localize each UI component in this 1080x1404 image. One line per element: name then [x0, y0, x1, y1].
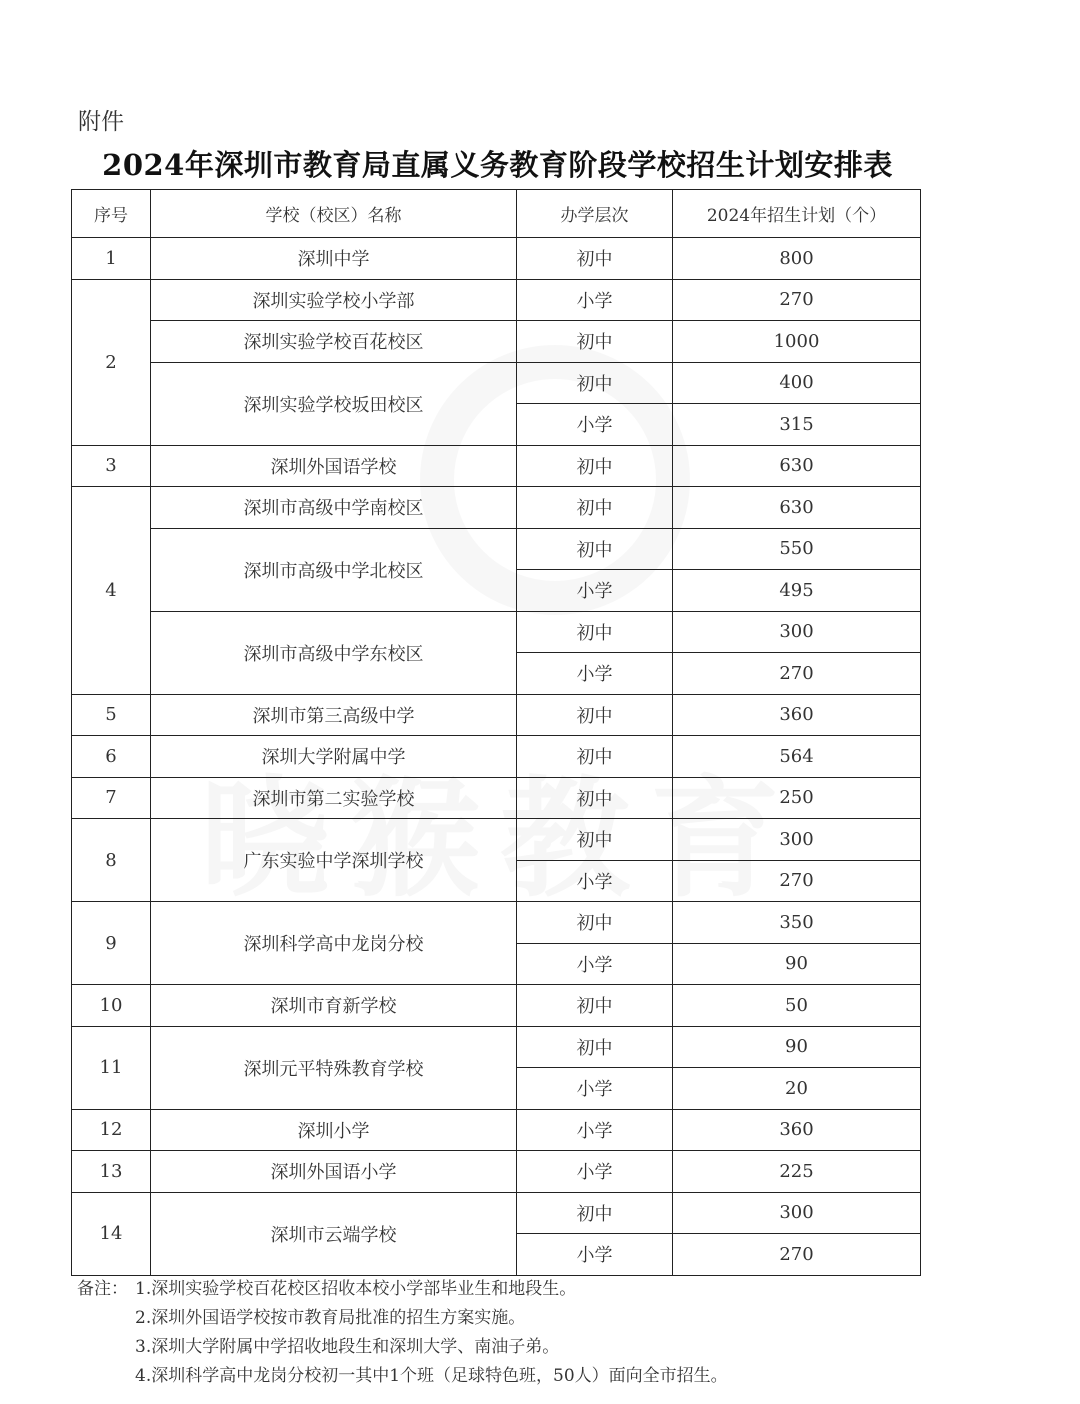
- note-item: 4.深圳科学高中龙岗分校初一其中1个班（足球特色班，50人）面向全市招生。: [135, 1366, 728, 1386]
- school-name: 深圳市第二实验学校: [151, 777, 517, 819]
- notes-section: [77, 1275, 728, 1391]
- row-no: 5: [72, 694, 151, 736]
- plan-count: 270: [673, 1234, 921, 1276]
- school-level: 小学: [517, 570, 673, 612]
- school-level: 初中: [517, 819, 673, 861]
- table-row: [72, 1151, 921, 1193]
- plan-count: 90: [673, 943, 921, 985]
- school-level: 初中: [517, 487, 673, 529]
- school-level: 初中: [517, 238, 673, 280]
- school-name: 深圳外国语学校: [151, 445, 517, 487]
- plan-count: 270: [673, 279, 921, 321]
- plan-count: 270: [673, 653, 921, 695]
- school-level: 小学: [517, 279, 673, 321]
- table-row: [72, 487, 921, 529]
- plan-count: 90: [673, 1026, 921, 1068]
- school-level: 小学: [517, 943, 673, 985]
- plan-count: 564: [673, 736, 921, 778]
- table-row: [72, 1192, 921, 1234]
- plan-count: 400: [673, 362, 921, 404]
- school-name: 深圳实验学校百花校区: [151, 321, 517, 363]
- table-row: [72, 238, 921, 280]
- row-no: 3: [72, 445, 151, 487]
- table-row: [72, 279, 921, 321]
- header-plan: 2024年招生计划（个）: [673, 190, 921, 238]
- attachment-label: 附件: [78, 109, 124, 135]
- school-level: 初中: [517, 445, 673, 487]
- school-name: 深圳科学高中龙岗分校: [151, 902, 517, 985]
- school-level: 小学: [517, 1234, 673, 1276]
- school-name: 深圳外国语小学: [151, 1151, 517, 1193]
- school-name: 深圳实验学校坂田校区: [151, 362, 517, 445]
- plan-count: 630: [673, 445, 921, 487]
- plan-count: 630: [673, 487, 921, 529]
- enrollment-plan-table: [71, 189, 921, 1276]
- table-row: [72, 528, 921, 570]
- school-level: 小学: [517, 653, 673, 695]
- row-no: 4: [72, 487, 151, 695]
- plan-count: 20: [673, 1068, 921, 1110]
- plan-count: 350: [673, 902, 921, 944]
- table-header-row: [72, 190, 921, 238]
- plan-count: 300: [673, 819, 921, 861]
- plan-count: 360: [673, 1109, 921, 1151]
- table-row: [72, 777, 921, 819]
- table-row: [72, 321, 921, 363]
- plan-count: 800: [673, 238, 921, 280]
- note-item: 1.深圳实验学校百花校区招收本校小学部毕业生和地段生。: [135, 1279, 577, 1299]
- plan-count: 315: [673, 404, 921, 446]
- school-name: 深圳小学: [151, 1109, 517, 1151]
- header-school: 学校（校区）名称: [151, 190, 517, 238]
- school-level: 初中: [517, 985, 673, 1027]
- plan-count: 550: [673, 528, 921, 570]
- school-name: 深圳市高级中学南校区: [151, 487, 517, 529]
- table-row: [72, 902, 921, 944]
- note-item: 3.深圳大学附属中学招收地段生和深圳大学、南油子弟。: [135, 1337, 560, 1357]
- school-name: 广东实验中学深圳学校: [151, 819, 517, 902]
- row-no: 9: [72, 902, 151, 985]
- school-level: 初中: [517, 362, 673, 404]
- school-name: 深圳元平特殊教育学校: [151, 1026, 517, 1109]
- plan-count: 495: [673, 570, 921, 612]
- school-level: 小学: [517, 1109, 673, 1151]
- table-row: [72, 445, 921, 487]
- school-name: 深圳实验学校小学部: [151, 279, 517, 321]
- school-level: 初中: [517, 321, 673, 363]
- plan-count: 50: [673, 985, 921, 1027]
- notes-lead: 备注：: [77, 1279, 128, 1299]
- school-level: 初中: [517, 777, 673, 819]
- school-name: 深圳中学: [151, 238, 517, 280]
- plan-count: 250: [673, 777, 921, 819]
- school-level: 初中: [517, 1026, 673, 1068]
- plan-count: 225: [673, 1151, 921, 1193]
- school-name: 深圳市高级中学东校区: [151, 611, 517, 694]
- plan-count: 360: [673, 694, 921, 736]
- row-no: 8: [72, 819, 151, 902]
- row-no: 11: [72, 1026, 151, 1109]
- school-level: 初中: [517, 611, 673, 653]
- table-row: [72, 736, 921, 778]
- table-row: [72, 819, 921, 861]
- school-name: 深圳大学附属中学: [151, 736, 517, 778]
- document-title: 2024年深圳市教育局直属义务教育阶段学校招生计划安排表: [102, 148, 893, 182]
- school-level: 小学: [517, 1151, 673, 1193]
- row-no: 14: [72, 1192, 151, 1275]
- school-level: 初中: [517, 736, 673, 778]
- school-name: 深圳市云端学校: [151, 1192, 517, 1275]
- note-item: 2.深圳外国语学校按市教育局批准的招生方案实施。: [135, 1308, 526, 1328]
- school-level: 小学: [517, 860, 673, 902]
- school-level: 初中: [517, 528, 673, 570]
- table-row: [72, 1026, 921, 1068]
- row-no: 1: [72, 238, 151, 280]
- table-row: [72, 985, 921, 1027]
- school-level: 小学: [517, 1068, 673, 1110]
- table-row: [72, 611, 921, 653]
- row-no: 7: [72, 777, 151, 819]
- school-level: 初中: [517, 694, 673, 736]
- plan-count: 270: [673, 860, 921, 902]
- school-level: 小学: [517, 404, 673, 446]
- school-level: 初中: [517, 1192, 673, 1234]
- plan-count: 300: [673, 611, 921, 653]
- row-no: 10: [72, 985, 151, 1027]
- row-no: 6: [72, 736, 151, 778]
- header-level: 办学层次: [517, 190, 673, 238]
- row-no: 13: [72, 1151, 151, 1193]
- school-level: 初中: [517, 902, 673, 944]
- header-no: 序号: [72, 190, 151, 238]
- table-row: [72, 362, 921, 404]
- plan-count: 300: [673, 1192, 921, 1234]
- school-name: 深圳市高级中学北校区: [151, 528, 517, 611]
- table-row: [72, 1109, 921, 1151]
- table-row: [72, 694, 921, 736]
- row-no: 12: [72, 1109, 151, 1151]
- school-name: 深圳市育新学校: [151, 985, 517, 1027]
- school-name: 深圳市第三高级中学: [151, 694, 517, 736]
- row-no: 2: [72, 279, 151, 445]
- plan-count: 1000: [673, 321, 921, 363]
